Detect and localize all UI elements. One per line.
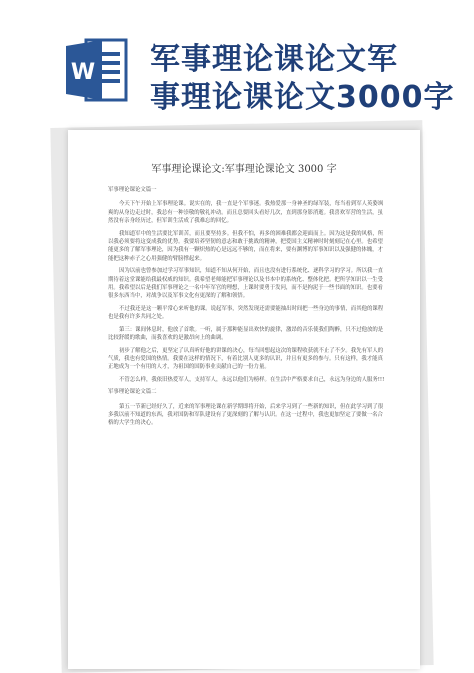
section-heading-1: 军事理论课论文篇一 bbox=[108, 187, 157, 193]
page-title-line1: 军事理论课论文军 bbox=[150, 42, 398, 77]
paragraph: 我知道军中的生活要比军训苦，而且要坚持多。但我不怕，再多的困难我都会迎面而上。因为这是我的风格，所以我必须要将这变成我的优势。我要培养坚韧的意志和敢于挑战的精神，把爱国主义精神时时刻刻记在心里。也希望能更多的了解军事理论，因为我有一颗炽热的心是远远不够的，而在将来，要有渊博的军事知识以及强健的体魄，才能把这种赤子之心用强健的臂膀撑起来。 bbox=[108, 230, 384, 262]
document-page bbox=[68, 130, 420, 669]
header bbox=[0, 0, 474, 128]
paragraph: 不过我还是这一颗平常心来听他的课。说起军事，突然发现还需要能抽出时间把一些身边的事情，而其他的课程也是我有许多共同之处。 bbox=[108, 305, 384, 321]
paragraph: 今天下午开始上军事理论课。说实在的，我一直是个军事迷。我热爱那一身神圣的绿军装，每当看到军人英姿飒爽的从身边走过时，我总有一种崇敬的敬礼冲动。而且总要回头看好几次，直到那身影消逝。我喜欢军营的生活，虽然没有亲身经历过，但军训生活成了我难忘的回忆。 bbox=[108, 201, 384, 225]
paragraph: 第三：课间休息时，他放了首歌。一听，属于那种能显出欢快的旋律，激昂的音乐使我们陶醉，只不过他放的是比较舒缓的歌曲，而我喜欢的是激昂向上的曲调。 bbox=[108, 326, 384, 342]
paragraph: 初步了解他之后，更坚定了认真听好他的讲课的决心，每当回想起这次的课程收获就不止了不少。我先有军人的气质，我也有爱国的热情。我要在这样的情况下，有着比别人更多的认识，并且有更多的参与。只有这样，我才能真正地成为一个有用的人才，为祖国的国防事业贡献自己的一份力量。 bbox=[108, 347, 384, 371]
document-body bbox=[108, 182, 386, 432]
page-title-line2: 事理论课论文3000字 bbox=[150, 80, 455, 115]
document-title: 军事理论课论文:军事理论课论文 3000 字 bbox=[151, 164, 337, 175]
paragraph: 第五一节新已经好久了，近来的军事理论课在新学期即将开始，后来学习到了一些新的知识，但在此学习到了很多我以前不知道的东西，我对国防和军队建设有了更深刻的了解与认识。在这一过程中，我也更加坚定了要做一名合格的大学生的决心。 bbox=[108, 403, 384, 427]
paragraph: 不管怎么样，我依旧热爱军人，支持军人，永远以他们为榜样。在生活中严格要求自己，永远为身边的人服务!!! bbox=[119, 376, 385, 383]
word-icon-letter: W bbox=[70, 60, 96, 85]
section-heading-2: 军事理论课论文篇二 bbox=[108, 389, 157, 396]
word-document-icon bbox=[66, 38, 128, 102]
paragraph: 因为以前也曾参加过学习军事知识，知道不知从何开始，而且也没有进行系统化、逐科学习的学习。所以我一直期待着这堂课能给我最权威的知识。我希望老师能把军事理论以及书本中的系统化、整体化把。把所学知识以一生受用。我希望以后是我们军事理论之一名中年军官的理想，上课时要勇于发问，而不是拘泥于一些书面的知识。也要看很多东西当中，对战争以及军事文化有更深的了解和领悟。 bbox=[108, 268, 384, 300]
